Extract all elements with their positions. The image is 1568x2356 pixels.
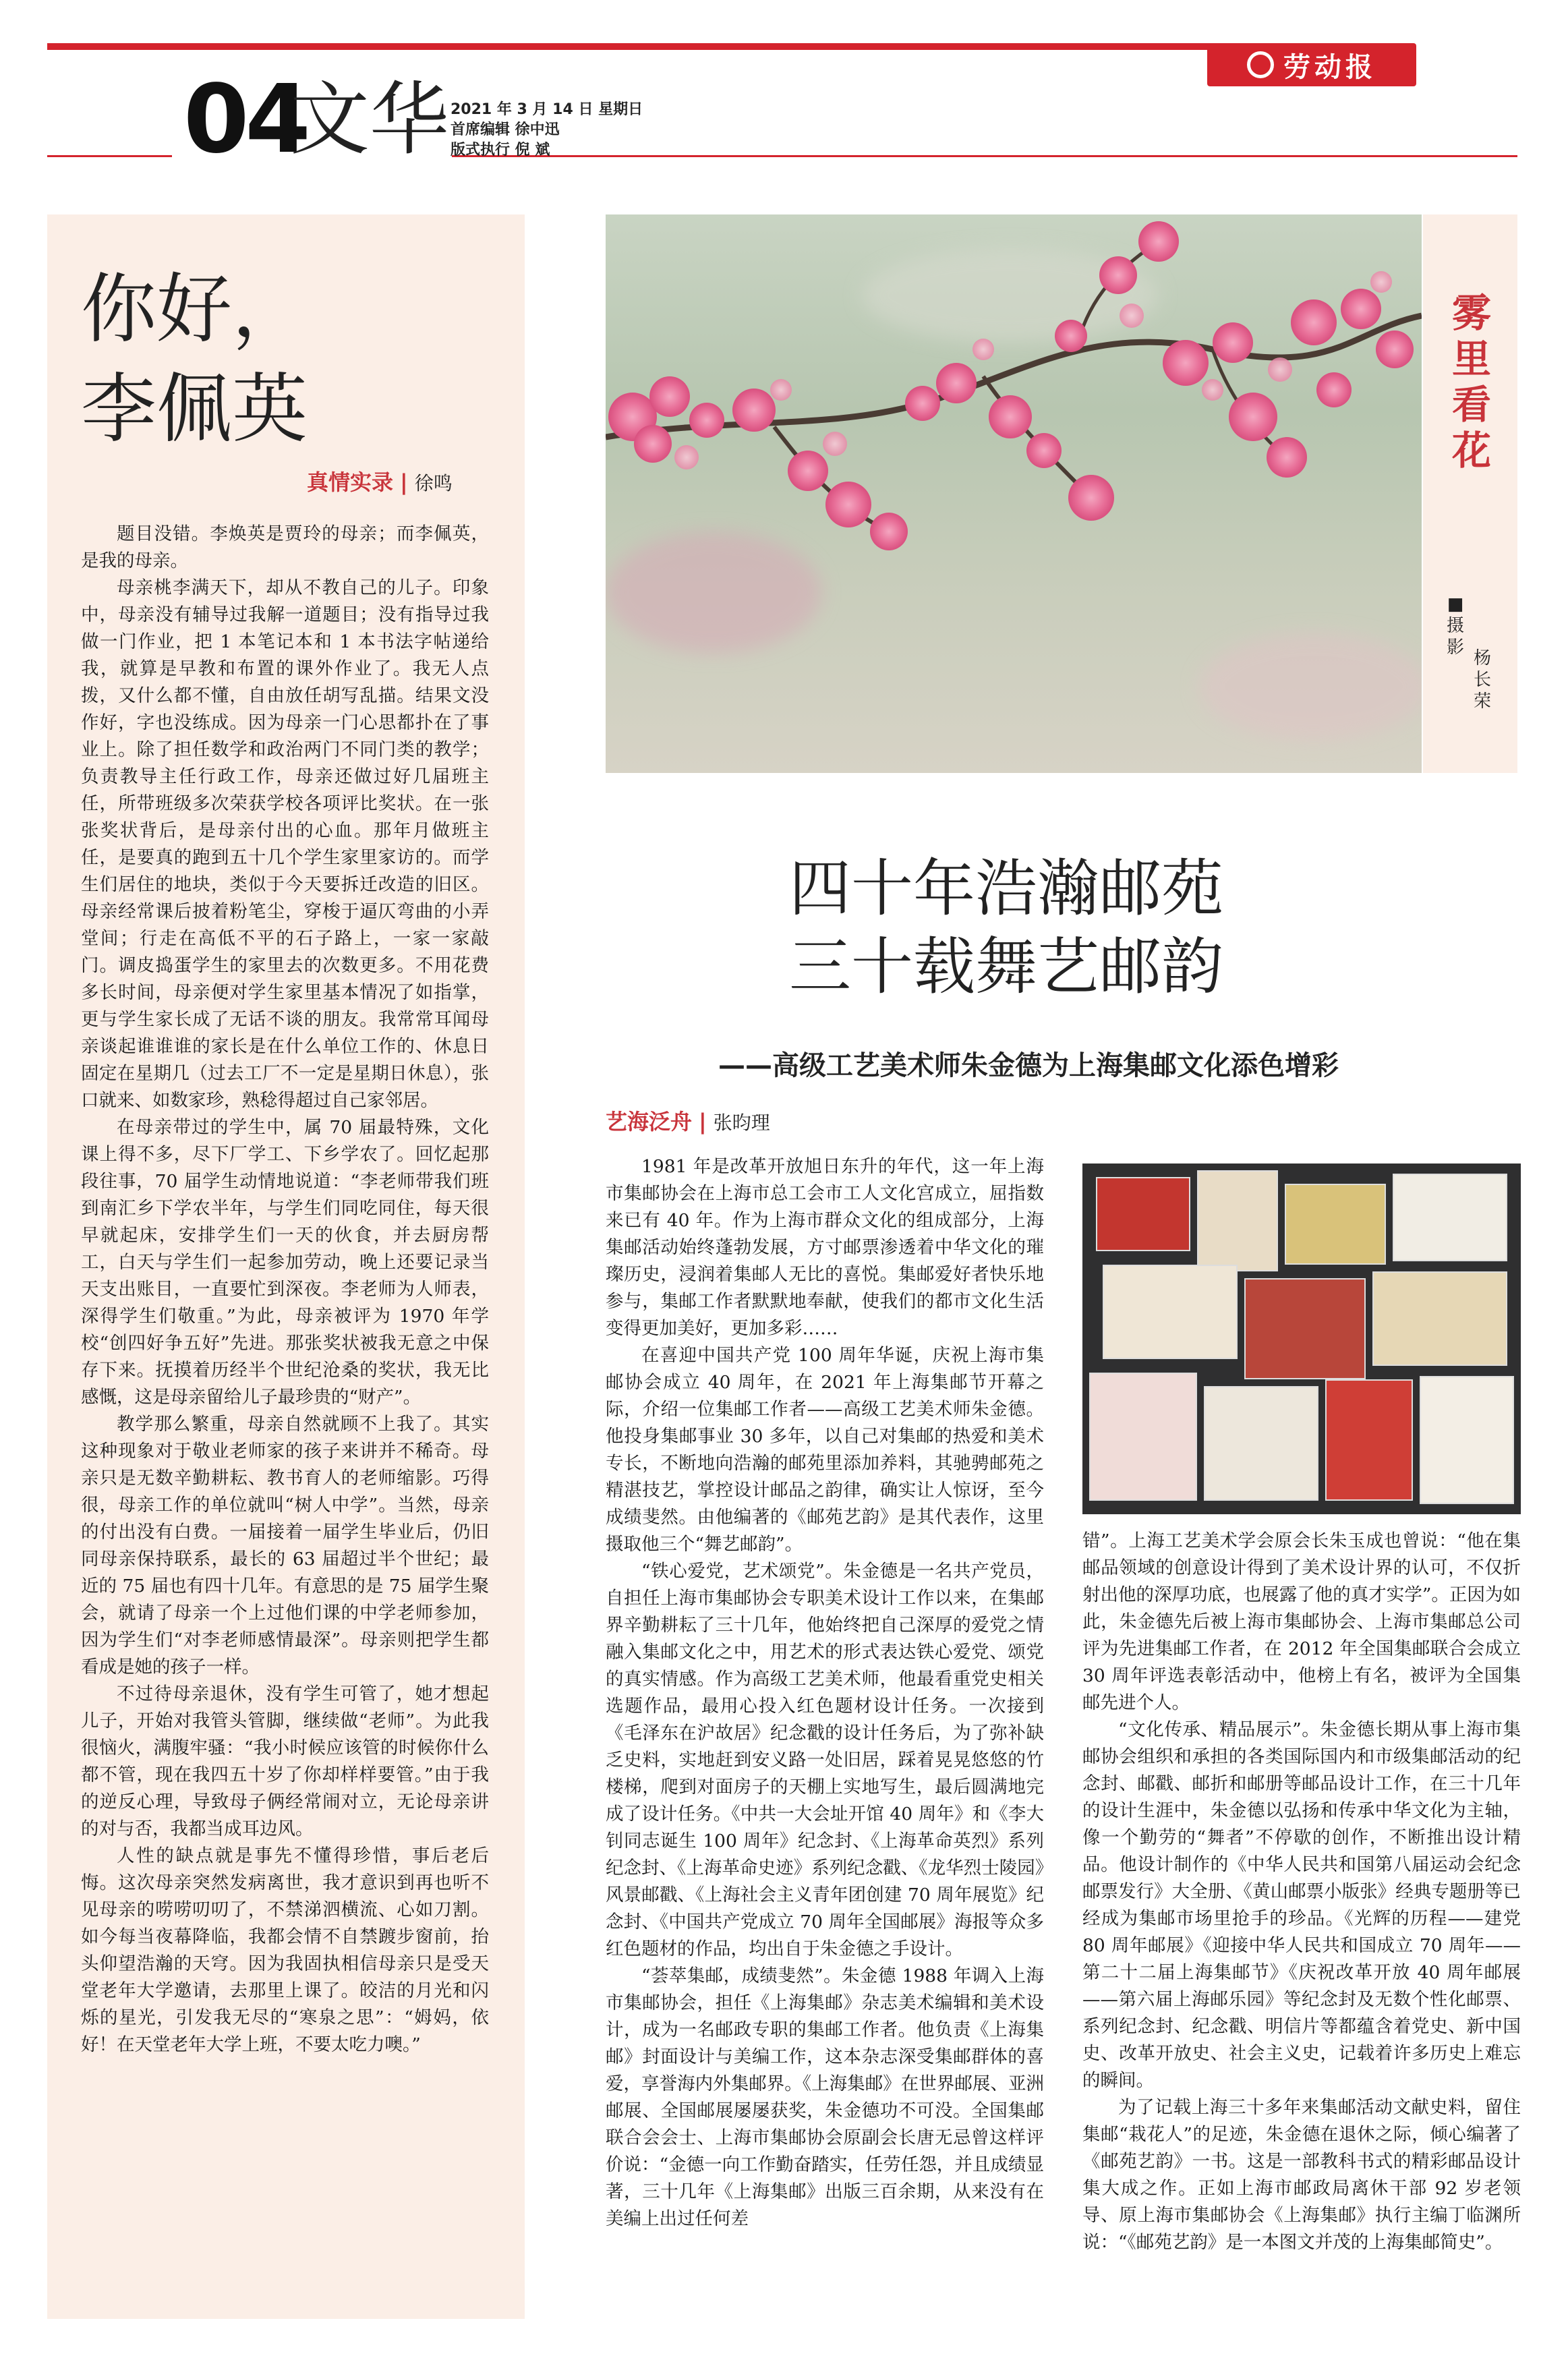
main-article-title [789, 850, 1531, 1006]
photographer-name: 杨长荣 [1473, 648, 1491, 712]
main-paragraph: “铁心爱党，艺术颂党”。朱金德是一名共产党员，自担任上海市集邮协会专职美术设计工作以来，在集邮界辛勤耕耘了三十几年，他始终把自己深厚的爱党之情融入集邮文化之中，用艺术的形式表达铁心爱党、颂党的真实情感。作为高级工艺美术师，他最看重党史相关选题作品，最用心投入红色题材设计任务。一次接到《毛泽东在沪故居》纪念戳的设计任务后，为了弥补缺乏史料，实地赶到安义路一处旧居，踩着晃晃悠悠的竹楼梯，爬到对面房子的天棚上实地写生，最后圆满地完成了设计任务。《中共一大会址开馆 40 周年》和《李大钊同志诞生 100 周年》纪念封、《上海革命英烈》系列纪念封、《上海革命史迹》系列纪念戳、《龙华烈士陵园》风景邮戳、《上海社会主义青年团创建 70 周年展览》纪念封、《中国共产党成立 70 周年全国邮展》海报等众多红色题材的作品，均出自于朱金德之手设计。 [606, 1561, 1044, 1959]
left-paragraph: 母亲桃李满天下，却从不教自己的儿子。印象中，母亲没有辅导过我解一道题目；没有指导过我做一门作业，把 1 本笔记本和 1 本书法字帖递给我，就算是早教和布置的课外作业了。我无人点拨，又什么都不懂，自由放任胡写乱描。结果文没作好，字也没练成。因为母亲一门心思都扑在了事业上。除了担任数学和政治两门不同门类的教学；负责教导主任行政工作，母亲还做过好几届班主任，所带班级多次荣获学校各项评比奖状。在一张张奖状背后，是母亲付出的心血。那年月做班主任，是要真的跑到五十几个学生家里家访的。而学生们居住的地块，类似于今天要拆迁改造的旧区。母亲经常课后披着粉笔尘，穿梭于逼仄弯曲的小弄堂间；行走在高低不平的石子路上，一家一家敲门。调皮捣蛋学生的家里去的次数更多。不用花费多长时间，母亲便对学生家里基本情况了如指掌，更与学生家长成了无话不谈的朋友。我常常耳闻母亲谈起谁谁谁的家长是在什么单位工作的、休息日固定在星期几（过去工厂不一定是星期日休息），张口就来、如数家珍，熟稔得超过自己家邻居。 [81, 577, 489, 1111]
main-paragraph: 错”。上海工艺美术学会原会长朱玉成也曾说：“他在集邮品领域的创意设计得到了美术设计界的认可，不仅折射出他的深厚功底，也展露了他的真才实学”。正因为如此，朱金德先后被上海市集邮协会、上海市集邮总公司评为先进集邮工作者，在 2012 年全国集邮联合会成立 30 周年评选表彰活动中，他榜上有名，被评为全国集邮先进个人。 [1082, 1530, 1521, 1713]
stamp-cover [1244, 1278, 1366, 1379]
layout-editor: 版式执行 倪 斌 [451, 142, 550, 159]
issue-date: 2021 年 3 月 14 日 星期日 [451, 101, 643, 118]
stamp-cover [1096, 1177, 1190, 1251]
left-column-name: 真情实录 [307, 469, 394, 495]
main-article-column-1 [606, 1153, 1044, 2233]
left-paragraph: 在母亲带过的学生中，属 70 届最特殊，文化课上得不多，尽下厂学工、下乡学农了。回忆起那段往事，70 届学生动情地说道：“李老师带我们班到南汇乡下学农半年，与学生们同吃同住，每天很早就起床，安排学生们一天的伙食，并去厨房帮工，白天与学生们一起参加劳动，晚上还要记录当天支出账目，一直要忙到深夜。李老师为人师表，深得学生们敬重。”为此，母亲被评为 1970 年学校“创四好争五好”先进。那张奖状被我无意之中保存下来。抚摸着历经半个世纪沧桑的奖状，我无比感慨，这是母亲留给儿子最珍贵的“财产”。 [81, 1117, 489, 1408]
main-title-line2: 三十载舞艺邮韵 [789, 931, 1224, 1003]
stamp-collage-photo [1082, 1163, 1521, 1514]
left-paragraph: 人性的缺点就是事先不懂得珍惜，事后老后悔。这次母亲突然发病离世，我才意识到再也听不见母亲的唠唠叨叨了，不禁涕泗横流、心如刀割。如今每当夜幕降临，我都会情不自禁踱步窗前，抬头仰望浩瀚的天穹。因为我固执相信母亲只是受天堂老年大学邀请，去那里上课了。皎洁的月光和闪烁的星光，引发我无尽的“寒泉之思”：“姆妈，依好！在天堂老年大学上班，不要太吃力噢。” [81, 1845, 489, 2055]
main-paragraph: 为了记载上海三十多年来集邮活动文献史料，留住集邮“栽花人”的足迹，朱金德在退休之际，倾心编著了《邮苑艺韵》一书。这是一部教科书式的精彩邮品设计集大成之作。正如上海市邮政局离休干部 92 岁老领导、原上海市集邮协会《上海集邮》执行主编丁临渊所说：“《邮苑艺韵》是一本图文并茂的上海集邮简史”。 [1082, 2097, 1521, 2253]
chief-editor: 首席编辑 徐中迅 [451, 121, 560, 138]
left-paragraph: 不过待母亲退休，没有学生可管了，她才想起儿子，开始对我管头管脚，继续做“老师”。为此我很恼火，满腹牢骚：“我小时候应该管的时候你什么都不管，现在我四五十岁了你却样样要管。”由于我的逆反心理，导致母子俩经常闹对立，无论母亲讲的对与否，我都当成耳边风。 [81, 1684, 489, 1839]
left-author: 徐鸣 [414, 472, 453, 494]
stamp-cover [1089, 1373, 1197, 1501]
main-paragraph: “荟萃集邮，成绩斐然”。朱金德 1988 年调入上海市集邮协会，担任《上海集邮》杂志美术编辑和美术设计，成为一名邮政专职的集邮工作者。他负责《上海集邮》封面设计与美编工作，这本杂志深受集邮群体的喜爱，享誉海内外集邮界。《上海集邮》在世界邮展、亚洲邮展、全国邮展屡屡获奖，朱金德功不可没。全国集邮联合会会士、上海市集邮协会原副会长唐无忌曾这样评价说：“金德一向工作勤奋踏实，任劳任怨，并且成绩显著，三十几年《上海集邮》出版三百余期，从来没有在美编上出过任何差 [606, 1965, 1044, 2229]
photo-title: 雾里看花 [1451, 290, 1491, 473]
stamp-cover [1420, 1376, 1514, 1504]
left-title-line2: 李佩英 [81, 366, 308, 453]
section-name: 文华 [290, 73, 450, 166]
left-title-line1: 你好， [81, 266, 308, 353]
stamp-cover [1372, 1271, 1507, 1366]
main-article-subtitle: ——高级工艺美术师朱金德为上海集邮文化添色增彩 [718, 1050, 1339, 1081]
main-title-line1: 四十年浩瀚邮苑 [789, 853, 1224, 925]
logo-text: 劳动报 [1283, 51, 1376, 83]
stamp-cover [1103, 1265, 1238, 1359]
main-article-column-2 [1082, 1528, 1521, 2256]
stamp-cover [1325, 1379, 1413, 1501]
main-column-name: 艺海泛舟 [606, 1109, 693, 1134]
peach-blossom-photo [606, 214, 1422, 773]
photo-credit-label: ■摄影 [1446, 594, 1464, 658]
blossom-branch-illustration [606, 214, 1422, 773]
header-rule-left [47, 155, 172, 157]
left-article-body [81, 521, 489, 2059]
left-article-title [81, 260, 308, 459]
logo-mark-icon [1247, 51, 1274, 78]
page-number: 04 [183, 65, 307, 175]
main-paragraph: 在喜迎中国共产党 100 周年华诞，庆祝上海市集邮协会成立 40 周年，在 2021 年上海集邮节开幕之际，介绍一位集邮工作者——高级工艺美术师朱金德。他投身集邮事业 30 多年，以自己对集邮的热爱和美术专长，不断地向浩瀚的邮苑里添加养料，其驰骋邮苑之精湛技艺，掌控设计邮品之韵律，确实让人惊讶，至今成绩斐然。由他编著的《邮苑艺韵》是其代表作，这里摄取他三个“舞艺邮韵”。 [606, 1345, 1044, 1555]
main-author: 张昀理 [713, 1112, 770, 1134]
header-meta [451, 100, 643, 161]
header-top-rule [47, 43, 1214, 50]
stamp-cover [1285, 1184, 1386, 1265]
main-paragraph: “文化传承、精品展示”。朱金德长期从事上海市集邮协会组织和承担的各类国际国内和市级集邮活动的纪念封、邮戳、邮折和邮册等邮品设计工作，在三十几年的设计生涯中，朱金德以弘扬和传承中华文化为主轴，像一个勤劳的“舞者”不停歇的创作，不断推出设计精品。他设计制作的《中华人民共和国第八届运动会纪念邮票发行》大全册、《黄山邮票小版张》经典专题册等已经成为集邮市场里抢手的珍品。《光辉的历程——建党 80 周年邮展》《迎接中华人民共和国成立 70 周年——第二十二届上海集邮节》《庆祝改革开放 40 周年邮展——第六届上海邮乐园》等纪念封及无数个性化邮票、系列纪念封、纪念戳、明信片等都蕴含着党史、新中国史、改革开放史、社会主义史，记载着许多历史上难忘的瞬间。 [1082, 1719, 1521, 2091]
left-paragraph: 教学那么繁重，母亲自然就顾不上我了。其实这种现象对于敬业老师家的孩子来讲并不稀奇。母亲只是无数辛勤耕耘、教书育人的老师缩影。巧得很，母亲工作的单位就叫“树人中学”。当然，母亲的付出没有白费。一届接着一届学生毕业后，仍旧同母亲保持联系，最长的 63 届超过半个世纪；最近的 75 届也有四十几年。有意思的是 75 届学生聚会，就请了母亲一个上过他们课的中学老师参加，因为学生们“对李老师感情最深”。母亲则把学生都看成是她的孩子一样。 [81, 1414, 489, 1677]
main-paragraph: 1981 年是改革开放旭日东升的年代，这一年上海市集邮协会在上海市总工会市工人文化宫成立，屈指数来已有 40 年。作为上海市群众文化的组成部分，上海集邮活动始终蓬勃发展，方寸邮票渗透着中华文化的璀璨历史，浸润着集邮人无比的喜悦。集邮爱好者快乐地参与，集邮工作者默默地奉献，使我们的都市文化生活变得更加美好，更加多彩…… [606, 1156, 1044, 1339]
stamp-cover [1393, 1174, 1507, 1261]
newspaper-logo [1207, 43, 1416, 86]
main-article-byline: 艺海泛舟 | 张昀理 [606, 1109, 770, 1134]
stamp-cover [1204, 1386, 1318, 1501]
left-article-byline: 真情实录 | 徐鸣 [307, 469, 453, 495]
stamp-cover [1197, 1170, 1278, 1271]
left-paragraph: 题目没错。李焕英是贾玲的母亲；而李佩英，是我的母亲。 [81, 523, 489, 571]
